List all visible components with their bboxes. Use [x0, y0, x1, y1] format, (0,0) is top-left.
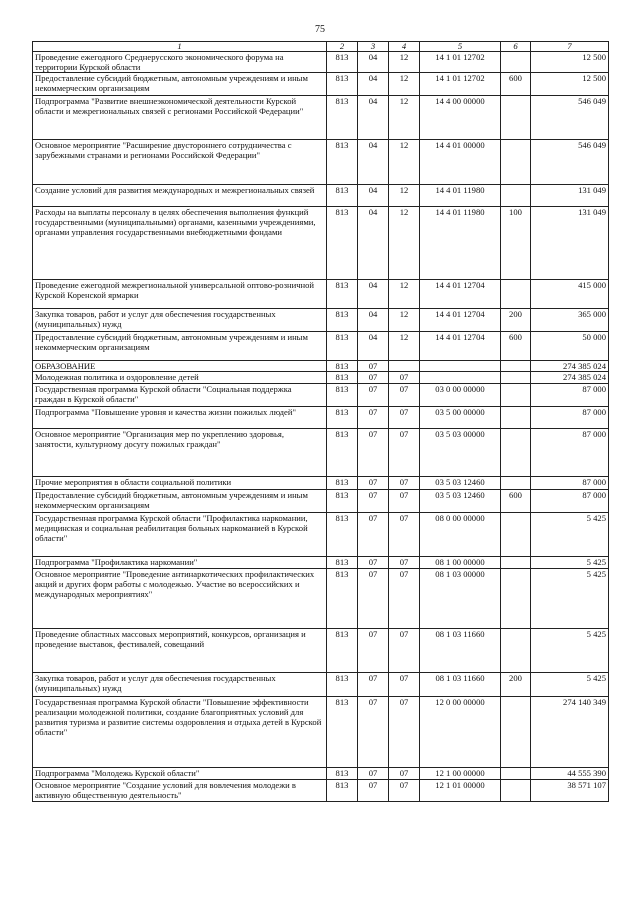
row-cell-col-7: 5 425	[531, 673, 609, 697]
table-row	[33, 780, 609, 802]
row-cell-col-6: 600	[501, 332, 531, 361]
row-cell-col-3: 07	[358, 768, 389, 780]
row-cell-col-4: 07	[389, 429, 420, 477]
row-cell-col-7: 38 571 107	[531, 780, 609, 802]
row-cell-col-4: 12	[389, 185, 420, 207]
row-cell-col-7: 546 049	[531, 96, 609, 140]
table-row	[33, 513, 609, 557]
table-row	[33, 569, 609, 629]
row-cell-col-2: 813	[327, 52, 358, 73]
row-cell-col-5: 14 4 01 12704	[420, 332, 501, 361]
budget-table	[32, 41, 609, 802]
row-cell-col-6: 600	[501, 73, 531, 96]
header-col-6: 6	[501, 42, 531, 52]
table-row	[33, 768, 609, 780]
table-row	[33, 332, 609, 361]
row-cell-col-2: 813	[327, 429, 358, 477]
row-cell-col-5	[420, 361, 501, 372]
row-cell-col-5: 03 5 03 12460	[420, 477, 501, 490]
row-cell-col-2: 813	[327, 629, 358, 673]
row-cell-col-2: 813	[327, 569, 358, 629]
row-cell-col-7: 87 000	[531, 429, 609, 477]
row-cell-col-6	[501, 185, 531, 207]
row-cell-col-7: 131 049	[531, 207, 609, 280]
row-cell-col-2: 813	[327, 185, 358, 207]
table-row	[33, 96, 609, 140]
header-row	[33, 42, 609, 52]
row-description: Закупка товаров, работ и услуг для обеспечения государственных (муниципальных) нужд	[33, 673, 327, 697]
header-col-3: 3	[358, 42, 389, 52]
row-cell-col-5: 03 5 03 00000	[420, 429, 501, 477]
table-row	[33, 629, 609, 673]
row-cell-col-4: 12	[389, 96, 420, 140]
row-cell-col-4: 12	[389, 140, 420, 185]
row-cell-col-2: 813	[327, 332, 358, 361]
row-cell-col-4: 12	[389, 52, 420, 73]
row-cell-col-7: 274 385 024	[531, 372, 609, 384]
row-cell-col-2: 813	[327, 407, 358, 429]
row-cell-col-5: 14 4 01 11980	[420, 185, 501, 207]
row-cell-col-3: 04	[358, 52, 389, 73]
row-cell-col-6	[501, 780, 531, 802]
row-cell-col-3: 07	[358, 361, 389, 372]
row-cell-col-2: 813	[327, 673, 358, 697]
table-row	[33, 557, 609, 569]
row-description: Подпрограмма "Профилактика наркомании"	[33, 557, 327, 569]
table-row	[33, 477, 609, 490]
row-cell-col-7: 12 500	[531, 73, 609, 96]
row-description: Проведение ежегодной межрегиональной универсальной оптово-розничной Курской Коренской ярмарки	[33, 280, 327, 309]
row-cell-col-2: 813	[327, 490, 358, 513]
row-cell-col-2: 813	[327, 697, 358, 768]
row-cell-col-6	[501, 477, 531, 490]
header-col-1: 1	[33, 42, 327, 52]
row-cell-col-7: 546 049	[531, 140, 609, 185]
row-cell-col-5: 03 0 00 00000	[420, 384, 501, 407]
row-cell-col-6	[501, 557, 531, 569]
row-cell-col-7: 87 000	[531, 407, 609, 429]
row-description: Подпрограмма "Молодежь Курской области"	[33, 768, 327, 780]
row-cell-col-2: 813	[327, 372, 358, 384]
row-cell-col-6: 200	[501, 309, 531, 332]
row-cell-col-6: 100	[501, 207, 531, 280]
row-description: Проведение ежегодного Среднерусского экономического форума на территории Курской области	[33, 52, 327, 73]
row-cell-col-2: 813	[327, 73, 358, 96]
row-cell-col-3: 07	[358, 490, 389, 513]
row-cell-col-7: 5 425	[531, 569, 609, 629]
row-cell-col-2: 813	[327, 780, 358, 802]
row-cell-col-6: 200	[501, 673, 531, 697]
row-description: Закупка товаров, работ и услуг для обеспечения государственных (муниципальных) нужд	[33, 309, 327, 332]
row-cell-col-3: 07	[358, 569, 389, 629]
row-cell-col-5: 08 1 03 00000	[420, 569, 501, 629]
row-cell-col-2: 813	[327, 384, 358, 407]
page-number: 75	[315, 24, 325, 35]
row-cell-col-6	[501, 361, 531, 372]
row-cell-col-2: 813	[327, 361, 358, 372]
row-cell-col-7: 5 425	[531, 629, 609, 673]
row-cell-col-2: 813	[327, 477, 358, 490]
row-cell-col-6	[501, 429, 531, 477]
row-cell-col-5: 08 1 00 00000	[420, 557, 501, 569]
table-row	[33, 185, 609, 207]
row-description: Основное мероприятие "Организация мер по укреплению здоровья, занятости, культурному досугу пожилых граждан"	[33, 429, 327, 477]
row-cell-col-6	[501, 407, 531, 429]
table-row	[33, 280, 609, 309]
row-cell-col-3: 07	[358, 673, 389, 697]
row-cell-col-7: 5 425	[531, 513, 609, 557]
row-cell-col-2: 813	[327, 140, 358, 185]
row-description: Государственная программа Курской области "Социальная поддержка граждан в Курской области"	[33, 384, 327, 407]
row-cell-col-6	[501, 372, 531, 384]
row-description: Создание условий для развития международных и межрегиональных связей	[33, 185, 327, 207]
table-row	[33, 52, 609, 73]
row-cell-col-6	[501, 384, 531, 407]
row-cell-col-2: 813	[327, 557, 358, 569]
row-cell-col-5: 14 4 01 00000	[420, 140, 501, 185]
row-description: Подпрограмма "Развитие внешнеэкономической деятельности Курской области и межрегиональных связей с регионами Российской Федерации"	[33, 96, 327, 140]
row-cell-col-5	[420, 372, 501, 384]
row-cell-col-6	[501, 140, 531, 185]
row-cell-col-2: 813	[327, 96, 358, 140]
row-description: Государственная программа Курской области "Повышение эффективности реализации молодежной политики, создание благоприятных условий для развития туризма и развитие системы оздоровления и отдыха детей в Курской области"	[33, 697, 327, 768]
row-cell-col-5: 12 1 01 00000	[420, 780, 501, 802]
row-cell-col-3: 07	[358, 384, 389, 407]
row-cell-col-5: 03 5 00 00000	[420, 407, 501, 429]
table-row	[33, 429, 609, 477]
row-cell-col-6	[501, 280, 531, 309]
row-cell-col-3: 07	[358, 780, 389, 802]
row-cell-col-5: 14 4 00 00000	[420, 96, 501, 140]
row-description: Молодежная политика и оздоровление детей	[33, 372, 327, 384]
row-cell-col-4: 07	[389, 490, 420, 513]
table-row	[33, 384, 609, 407]
row-description: Прочие мероприятия в области социальной политики	[33, 477, 327, 490]
row-cell-col-7: 415 000	[531, 280, 609, 309]
row-cell-col-7: 87 000	[531, 384, 609, 407]
row-cell-col-5: 08 1 03 11660	[420, 673, 501, 697]
row-cell-col-2: 813	[327, 207, 358, 280]
row-cell-col-4: 07	[389, 629, 420, 673]
header-col-2: 2	[327, 42, 358, 52]
row-cell-col-3: 04	[358, 332, 389, 361]
row-cell-col-4: 07	[389, 407, 420, 429]
row-cell-col-4: 07	[389, 697, 420, 768]
row-cell-col-3: 04	[358, 309, 389, 332]
header-col-4: 4	[389, 42, 420, 52]
row-cell-col-7: 5 425	[531, 557, 609, 569]
row-description: Подпрограмма "Повышение уровня и качества жизни пожилых людей"	[33, 407, 327, 429]
row-description: Расходы на выплаты персоналу в целях обеспечения выполнения функций государственными (муниципальными) органами, казенными учреждениями, органами управления государственными внебюджетными фондами	[33, 207, 327, 280]
row-cell-col-3: 04	[358, 185, 389, 207]
table-row	[33, 372, 609, 384]
row-description: Основное мероприятие "Создание условий для вовлечения молодежи в активную общественную деятельность"	[33, 780, 327, 802]
row-cell-col-5: 08 0 00 00000	[420, 513, 501, 557]
table-row	[33, 361, 609, 372]
row-cell-col-2: 813	[327, 280, 358, 309]
row-cell-col-3: 07	[358, 697, 389, 768]
row-cell-col-4: 12	[389, 332, 420, 361]
row-cell-col-3: 07	[358, 629, 389, 673]
row-cell-col-3: 04	[358, 73, 389, 96]
row-cell-col-5: 03 5 03 12460	[420, 490, 501, 513]
row-cell-col-3: 04	[358, 207, 389, 280]
row-cell-col-5: 08 1 03 11660	[420, 629, 501, 673]
row-cell-col-4: 07	[389, 557, 420, 569]
row-description: Основное мероприятие "Проведение антинаркотических профилактических акций и других форм работы с молодежью. Участие во всероссийских и международных мероприятиях"	[33, 569, 327, 629]
row-cell-col-3: 07	[358, 513, 389, 557]
row-cell-col-5: 14 1 01 12702	[420, 52, 501, 73]
row-cell-col-2: 813	[327, 513, 358, 557]
row-cell-col-4: 07	[389, 372, 420, 384]
table-row	[33, 673, 609, 697]
row-cell-col-7: 44 555 390	[531, 768, 609, 780]
row-cell-col-6	[501, 513, 531, 557]
row-cell-col-7: 274 140 349	[531, 697, 609, 768]
row-cell-col-6	[501, 96, 531, 140]
table-row	[33, 140, 609, 185]
row-cell-col-4: 12	[389, 280, 420, 309]
row-cell-col-3: 07	[358, 407, 389, 429]
row-cell-col-6	[501, 697, 531, 768]
row-cell-col-4: 12	[389, 309, 420, 332]
row-description: Государственная программа Курской области "Профилактика наркомании, медицинская и социальная реабилитация больных наркоманией в Курской области"	[33, 513, 327, 557]
row-cell-col-6: 600	[501, 490, 531, 513]
row-description: Предоставление субсидий бюджетным, автономным учреждениям и иным некоммерческим организациям	[33, 490, 327, 513]
row-cell-col-5: 14 4 01 12704	[420, 309, 501, 332]
table-row	[33, 490, 609, 513]
row-cell-col-7: 12 500	[531, 52, 609, 73]
row-cell-col-6	[501, 52, 531, 73]
row-cell-col-4: 07	[389, 477, 420, 490]
row-cell-col-3: 07	[358, 429, 389, 477]
row-cell-col-7: 87 000	[531, 477, 609, 490]
row-description: ОБРАЗОВАНИЕ	[33, 361, 327, 372]
row-cell-col-4: 07	[389, 768, 420, 780]
row-cell-col-3: 07	[358, 372, 389, 384]
row-cell-col-6	[501, 629, 531, 673]
row-cell-col-5: 14 4 01 12704	[420, 280, 501, 309]
table-row	[33, 207, 609, 280]
row-cell-col-7: 50 000	[531, 332, 609, 361]
row-cell-col-5: 12 0 00 00000	[420, 697, 501, 768]
header-col-7: 7	[531, 42, 609, 52]
row-cell-col-4: 07	[389, 384, 420, 407]
row-cell-col-3: 04	[358, 140, 389, 185]
row-cell-col-4	[389, 361, 420, 372]
row-cell-col-4: 07	[389, 513, 420, 557]
row-cell-col-7: 131 049	[531, 185, 609, 207]
row-cell-col-3: 07	[358, 557, 389, 569]
row-cell-col-3: 04	[358, 280, 389, 309]
row-cell-col-5: 12 1 00 00000	[420, 768, 501, 780]
row-cell-col-7: 365 000	[531, 309, 609, 332]
row-description: Основное мероприятие "Расширение двустороннего сотрудничества с зарубежными странами и регионами Российской Федерации"	[33, 140, 327, 185]
row-cell-col-3: 04	[358, 96, 389, 140]
header-col-5: 5	[420, 42, 501, 52]
row-cell-col-6	[501, 569, 531, 629]
row-description: Предоставление субсидий бюджетным, автономным учреждениям и иным некоммерческим организациям	[33, 73, 327, 96]
row-cell-col-4: 12	[389, 73, 420, 96]
row-cell-col-2: 813	[327, 309, 358, 332]
row-cell-col-7: 274 385 024	[531, 361, 609, 372]
table-row	[33, 309, 609, 332]
table-row	[33, 73, 609, 96]
row-description: Проведение областных массовых мероприятий, конкурсов, организация и проведение выставок, фестивалей, совещаний	[33, 629, 327, 673]
row-cell-col-7: 87 000	[531, 490, 609, 513]
row-cell-col-5: 14 1 01 12702	[420, 73, 501, 96]
row-cell-col-6	[501, 768, 531, 780]
row-cell-col-4: 07	[389, 673, 420, 697]
row-description: Предоставление субсидий бюджетным, автономным учреждениям и иным некоммерческим организациям	[33, 332, 327, 361]
row-cell-col-3: 07	[358, 477, 389, 490]
row-cell-col-4: 07	[389, 569, 420, 629]
row-cell-col-4: 07	[389, 780, 420, 802]
table-row	[33, 407, 609, 429]
row-cell-col-4: 12	[389, 207, 420, 280]
table-row	[33, 697, 609, 768]
row-cell-col-2: 813	[327, 768, 358, 780]
row-cell-col-5: 14 4 01 11980	[420, 207, 501, 280]
